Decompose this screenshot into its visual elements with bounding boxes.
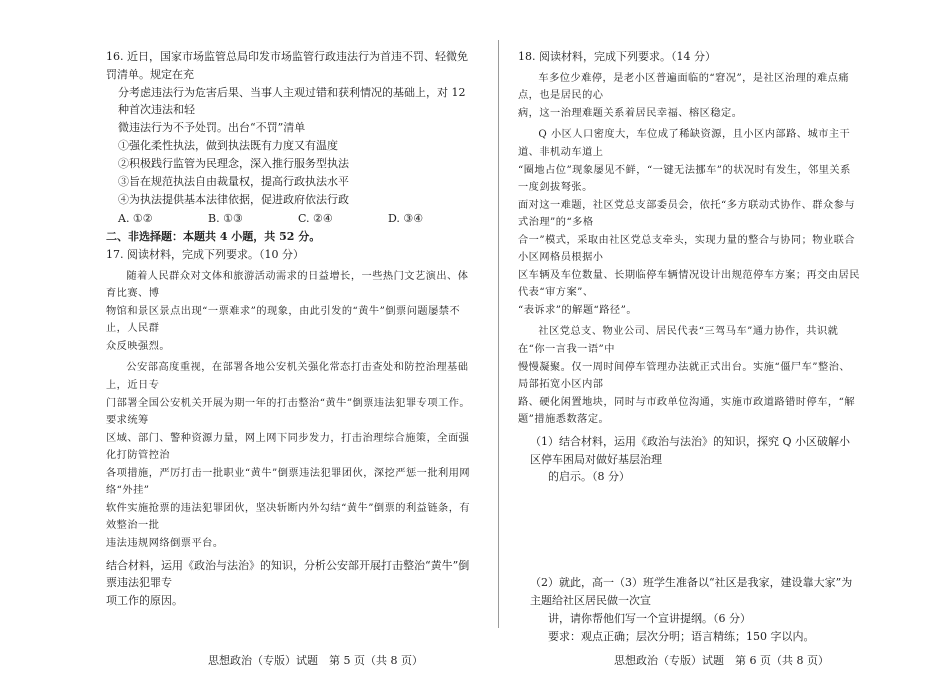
q16-line3: 微违法行为不予处罚。出台“不罚”清单	[118, 121, 306, 135]
choice-c: C. ②④	[298, 212, 333, 226]
q17-material-2	[106, 359, 478, 552]
q17-m1-line: 随着人民群众对文体和旅游活动需求的日益增长，一些热门文艺演出、体育比赛、博	[106, 270, 469, 300]
q18-sub2-line1: （2）就此，高一（3）班学生准备以“社区是我家，建设靠大家”为主题给社区居民做一次宣	[530, 576, 853, 607]
q16-option-1: ①强化柔性执法，做到执法既有力度又有温度	[118, 139, 338, 153]
q16-option-3: ③旨在规范执法自由裁量权，提高行政执法水平	[118, 174, 349, 188]
choice-d: D. ③④	[388, 212, 424, 226]
q17-m1-line: 众反映强烈。	[106, 340, 171, 352]
left-page	[106, 48, 478, 610]
section-title: 二、非选择题：本题共 4 小题，共 52 分。	[106, 230, 321, 244]
q17-m1-line: 物馆和景区景点出现“一票难求”的现象，由此引发的“黄牛”倒票问题屡禁不止，人民群	[106, 305, 461, 335]
q18-m2-line: “圈地占位”现象屡见不鲜，“一键无法挪车”的状况时有发生，邻里关系一度剑拔弩张。	[518, 164, 851, 194]
q17-m2-line: 软件实施抢票的违法犯罪团伙，坚决斩断内外勾结“黄牛”倒票的利益链条，有效整治一批	[106, 502, 471, 532]
q18-head: 18. 阅读材料，完成下列要求。（14 分）	[518, 50, 716, 63]
footer-page-6: 思想政治（专版）试题 第 6 页（共 8 页）	[614, 654, 829, 667]
footer-page-5: 思想政治（专版）试题 第 5 页（共 8 页）	[208, 654, 423, 667]
q16-choices	[106, 210, 478, 228]
choice-b: B. ①③	[208, 212, 243, 226]
page-divider	[498, 40, 499, 628]
q17-m2-line: 公安部高度重视，在部署各地公安机关强化常态打击查处和防控治理基础上，近日专	[106, 362, 469, 392]
right-page	[518, 48, 860, 645]
q17-ask-2: 项工作的原因。	[106, 594, 183, 608]
q17-material-1	[106, 268, 478, 356]
q18-m2-line: 合一”模式，采取由社区党总支牵头，实现力量的整合与协同；物业联合小区网格员根据小	[518, 234, 856, 264]
q18-material-2	[518, 126, 860, 319]
q17-ask-1: 结合材料，运用《政治与法治》的知识，分析公安部开展打击整治“黄牛”倒票违法犯罪专	[106, 558, 470, 590]
q18-m1-line: 车多位少难停，是老小区普遍面临的“窘况”，是社区治理的难点痛点，也是居民的心	[518, 72, 850, 102]
q17-m2-line: 门部署全国公安机关开展为期一年的打击整治“黄牛”倒票违法犯罪专项工作。要求统筹	[106, 397, 471, 427]
q16-line1: 16. 近日，国家市场监管总局印发市场监管行政违法行为首违不罚、轻微免罚清单。规定在充	[106, 50, 468, 81]
q18-m3-line: 路、硬化闲置地块，同时与市政单位沟通，实施市政道路错时停车，“解题”措施悉数落定。	[518, 396, 856, 426]
q18-m3-line: 社区党总支、物业公司、居民代表“三驾马车”通力协作，共识就在“你一言我一语”中	[518, 326, 839, 356]
q17-m2-line: 区域、部门、警种资源力量，网上网下同步发力，打击治理综合施策，全面强化打防管控治	[106, 432, 470, 462]
q17-head: 17. 阅读材料，完成下列要求。（10 分）	[106, 247, 304, 261]
q18-m1-line: 病，这一治理难题关系着居民幸福、榕区稳定。	[518, 107, 743, 119]
answer-space	[518, 486, 860, 574]
q16-option-2: ②积极践行监管为民理念，深入推行服务型执法	[118, 156, 349, 170]
q16-option-4: ④为执法提供基本法律依据，促进政府依法行政	[118, 192, 349, 206]
q18-m2-line: Q 小区人口密度大，车位成了稀缺资源，且小区内部路、城市主干道、非机动车道上	[518, 129, 851, 158]
q17-m2-line: 各项措施，严厉打击一批职业“黄牛”倒票违法犯罪团伙，深挖严惩一批利用网络“外挂”	[106, 467, 471, 497]
q18-m3-line: 慢慢凝聚。仅一周时间停车管理办法就正式出台。实施“僵尸车”整治、局部拓宽小区内部	[518, 361, 851, 391]
q18-material-3	[518, 323, 860, 428]
q17-m2-line: 违法违规网络倒票平台。	[106, 537, 224, 549]
q18-sub1-line1: （1）结合材料，运用《政治与法治》的知识，探究 Q 小区破解小区停车困局对做好基层治理	[530, 434, 851, 466]
q18-sub2-line2: 讲，请你帮他们写一个宣讲提纲。（6 分）	[548, 611, 751, 625]
q18-sub1-line2: 的启示。（8 分）	[548, 470, 630, 484]
q16-line2: 分考虑违法行为危害后果、当事人主观过错和获利情况的基础上，对 12 种首次违法和轻	[118, 85, 466, 117]
q18-requirement: 要求：观点正确；层次分明；语言精练；150 字以内。	[548, 629, 815, 643]
q18-m2-line: 面对这一难题，社区党总支部委员会，依托“多方联动式协作、群众参与式治理”的“多格	[518, 199, 856, 229]
q18-m2-line: 区车辆及车位数量、长期临停车辆情况设计出规范停车方案；再交由居民代表“审方案”、	[518, 269, 860, 299]
q18-material-1	[518, 70, 860, 123]
choice-a: A. ①②	[118, 212, 153, 226]
q18-m2-line: “表诉求”的解题“路径”。	[518, 304, 638, 316]
